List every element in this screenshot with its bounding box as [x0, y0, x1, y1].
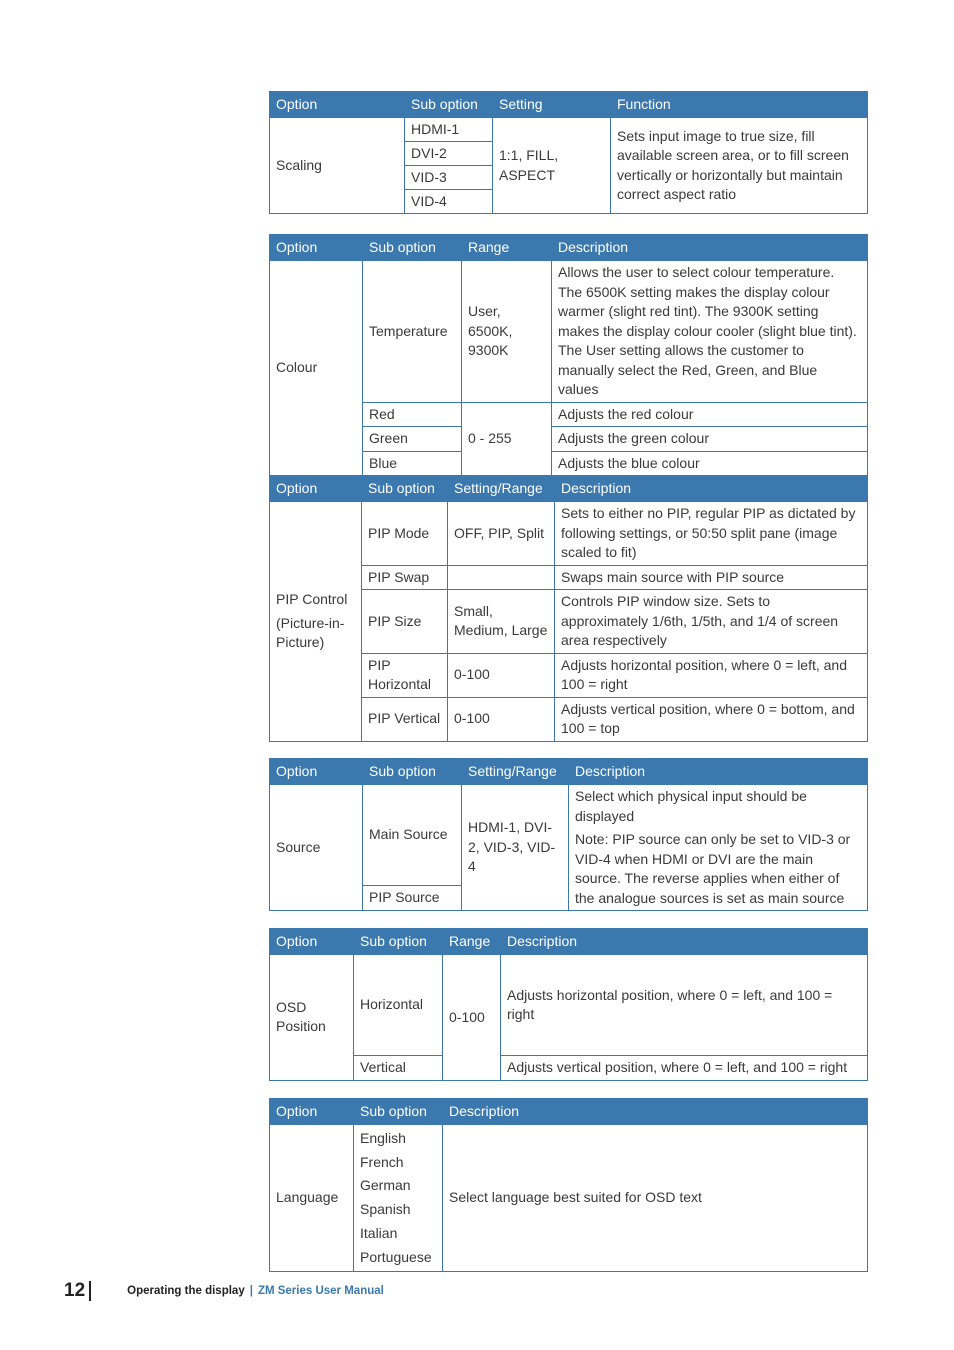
language-table: [269, 1098, 868, 1272]
header-sub-option: Sub option: [354, 1099, 443, 1125]
sub-option-cell: PIP Swap: [362, 565, 448, 590]
header-option: Option: [270, 1099, 354, 1125]
language-item: Portuguese: [360, 1248, 432, 1265]
header-range: Range: [443, 929, 501, 955]
table-row: [270, 261, 868, 403]
option-cell: Scaling: [270, 118, 405, 214]
table-header-row: [270, 235, 868, 261]
table-row: [270, 1125, 868, 1272]
language-item: German: [360, 1177, 411, 1194]
range-cell: 0-100: [443, 955, 501, 1081]
description-cell: Select language best suited for OSD text: [443, 1125, 868, 1272]
sub-option-cell: Vertical: [354, 1056, 443, 1081]
header-option: Option: [270, 92, 405, 118]
header-setting-range: Setting/Range: [448, 476, 555, 502]
description-cell: Adjusts vertical position, where 0 = left, and 100 = right: [501, 1056, 868, 1081]
sub-option-cell: Green: [363, 427, 462, 452]
table-header-row: [270, 759, 868, 785]
footer-manual-title: ZM Series User Manual: [257, 1285, 384, 1297]
sub-option-cell: [354, 1125, 443, 1272]
header-description: Description: [501, 929, 868, 955]
header-description: Description: [569, 759, 868, 785]
footer-section-title: Operating the display: [127, 1285, 245, 1297]
header-option: Option: [270, 476, 362, 502]
option-line: PIP Control: [276, 591, 348, 607]
description-cell: Controls PIP window size. Sets to approximately 1/6th, 1/5th, and 1/4 of screen area respectively: [555, 590, 868, 654]
osd-position-table: [269, 928, 868, 1081]
table-row: [270, 955, 868, 1056]
header-sub-option: Sub option: [363, 759, 462, 785]
header-option: Option: [270, 759, 363, 785]
option-cell: [270, 502, 362, 742]
table-header-row: [270, 929, 868, 955]
page-number: 12: [64, 1280, 86, 1301]
header-sub-option: Sub option: [362, 476, 448, 502]
table-header-row: [270, 92, 868, 118]
table-header-row: [270, 1099, 868, 1125]
sub-option-cell: Red: [363, 402, 462, 427]
description-cell: Adjusts the green colour: [552, 427, 868, 452]
setting-cell: Small, Medium, Large: [448, 590, 555, 654]
range-cell: 0 - 255: [462, 402, 552, 476]
table-header-row: [270, 476, 868, 502]
setting-cell: 1:1, FILL, ASPECT: [493, 118, 611, 214]
description-cell: Adjusts the blue colour: [552, 451, 868, 476]
description-cell: Allows the user to select colour temperature. The 6500K setting makes the display colour warmer (slight red tint). The 9300K setting makes the display colour cooler (slight blue tint). The User setting allows the customer to manually select the Red, Green, and Blue values: [552, 261, 868, 403]
sub-option-cell: Horizontal: [354, 955, 443, 1056]
language-item: English: [360, 1130, 406, 1146]
description-cell: Adjusts horizontal position, where 0 = left, and 100 = right: [501, 955, 868, 1056]
option-cell: OSD Position: [270, 955, 354, 1081]
setting-cell: 0-100: [448, 653, 555, 697]
header-setting: Setting: [493, 92, 611, 118]
sub-option-cell: Blue: [363, 451, 462, 476]
header-description: Description: [443, 1099, 868, 1125]
range-cell: User, 6500K, 9300K: [462, 261, 552, 403]
option-cell: Language: [270, 1125, 354, 1272]
sub-option-cell: PIP Source: [363, 886, 462, 911]
header-sub-option: Sub option: [354, 929, 443, 955]
description-cell: Adjusts vertical position, where 0 = bottom, and 100 = top: [555, 697, 868, 741]
sub-option-cell: Temperature: [363, 261, 462, 403]
sub-option-cell: VID-3: [405, 166, 493, 190]
sub-option-cell: DVI-2: [405, 142, 493, 166]
sub-option-cell: HDMI-1: [405, 118, 493, 142]
description-cell: Swaps main source with PIP source: [555, 565, 868, 590]
header-description: Description: [552, 235, 868, 261]
header-option: Option: [270, 929, 354, 955]
description-cell: [569, 785, 868, 911]
scaling-table: [269, 91, 868, 214]
sub-option-cell: Main Source: [363, 785, 462, 886]
table-row: [270, 118, 868, 142]
language-item: Spanish: [360, 1201, 411, 1218]
footer-separator: |: [249, 1285, 253, 1297]
sub-option-cell: PIP Size: [362, 590, 448, 654]
description-cell: Adjusts the red colour: [552, 402, 868, 427]
description-cell: Sets to either no PIP, regular PIP as dictated by following settings, or 50:50 split pane (image scaled to fit): [555, 502, 868, 566]
page-number-divider: [89, 1281, 91, 1301]
table-row: [270, 785, 868, 886]
sub-option-cell: PIP Horizontal: [362, 653, 448, 697]
sub-option-cell: PIP Vertical: [362, 697, 448, 741]
source-table: [269, 758, 868, 911]
page-footer: [64, 1279, 384, 1303]
function-cell: Sets input image to true size, fill available screen area, or to fill screen vertically or horizontally but maintain correct aspect ratio: [611, 118, 868, 214]
setting-cell: HDMI-1, DVI-2, VID-3, VID-4: [462, 785, 569, 911]
description-note: Note: PIP source can only be set to VID-3 or VID-4 when HDMI or DVI are the main source. The reverse applies when either of the analogue sources is set as main source: [575, 831, 851, 906]
header-range: Range: [462, 235, 552, 261]
language-item: Italian: [360, 1224, 398, 1241]
header-sub-option: Sub option: [405, 92, 493, 118]
description-cell: Adjusts horizontal position, where 0 = left, and 100 = right: [555, 653, 868, 697]
header-function: Function: [611, 92, 868, 118]
sub-option-cell: VID-4: [405, 190, 493, 214]
header-description: Description: [555, 476, 868, 502]
table-row: [270, 1056, 868, 1081]
header-option: Option: [270, 235, 363, 261]
setting-cell: 0-100: [448, 697, 555, 741]
header-setting-range: Setting/Range: [462, 759, 569, 785]
table-row: [270, 502, 868, 566]
colour-table: [269, 234, 868, 476]
setting-cell: [448, 565, 555, 590]
header-sub-option: Sub option: [363, 235, 462, 261]
language-item: French: [360, 1153, 404, 1170]
option-line: (Picture-in-Picture): [276, 614, 345, 650]
setting-cell: OFF, PIP, Split: [448, 502, 555, 566]
option-cell: Source: [270, 785, 363, 911]
pip-control-table: [269, 475, 868, 742]
description-text: Select which physical input should be displayed: [575, 788, 807, 824]
option-cell: Colour: [270, 261, 363, 476]
sub-option-cell: PIP Mode: [362, 502, 448, 566]
